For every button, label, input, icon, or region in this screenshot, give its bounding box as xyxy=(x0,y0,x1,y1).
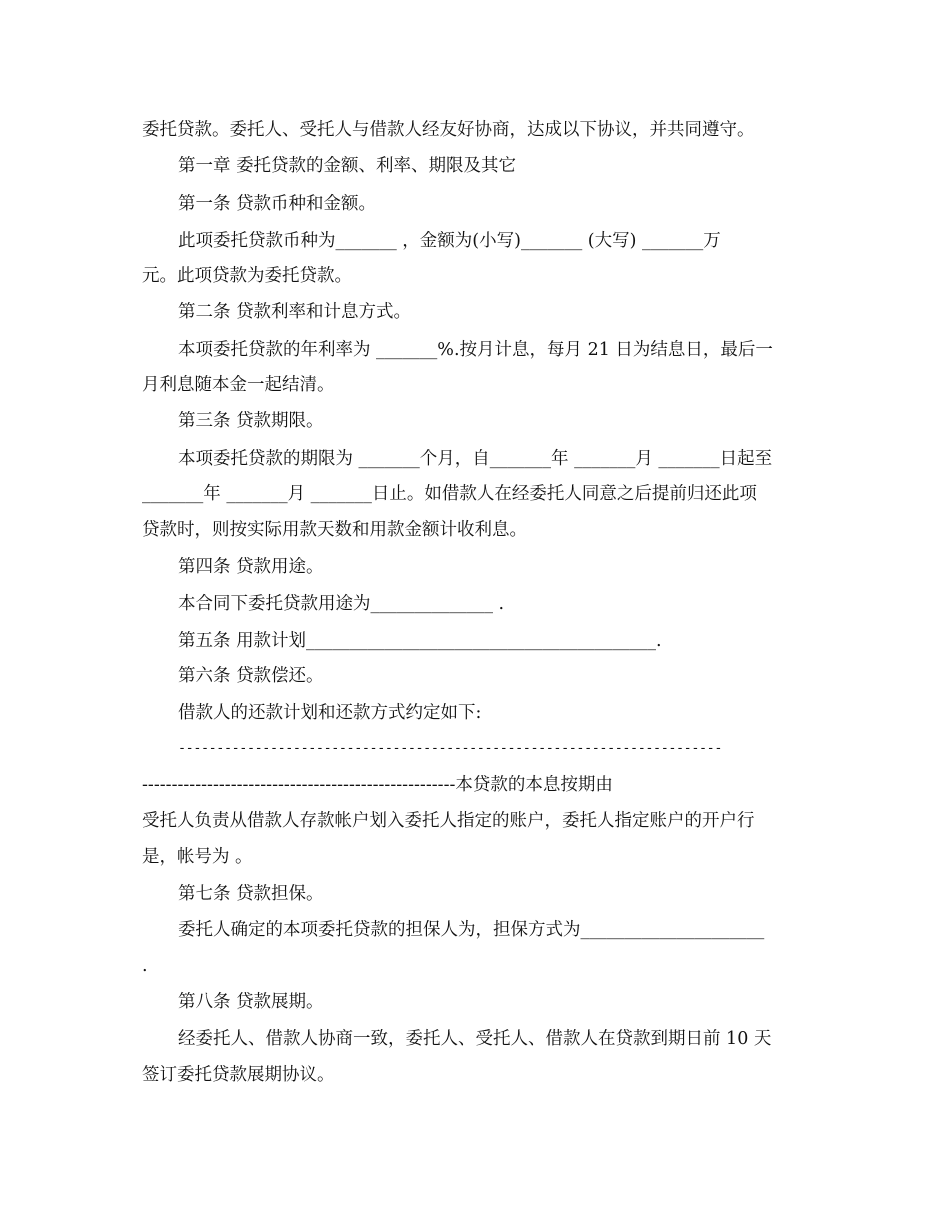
paragraph-line: 委托人确定的本项委托贷款的担保人为，担保方式为_____________________ xyxy=(178,920,765,940)
article-heading: 第八条 贷款展期。 xyxy=(178,992,324,1012)
paragraph-line: 本合同下委托贷款用途为______________ . xyxy=(178,594,505,614)
paragraph-line: 经委托人、借款人协商一致，委托人、受托人、借款人在贷款到期日前 10 天 xyxy=(178,1029,772,1049)
paragraph-line: 签订委托贷款展期协议。 xyxy=(142,1065,335,1085)
article-heading: 第七条 贷款担保。 xyxy=(178,884,324,904)
article-heading: 第五条 用款计划________________________________________. xyxy=(178,631,662,651)
paragraph-line: 元。此项贷款为委托贷款。 xyxy=(142,266,352,286)
article-heading: 第三条 贷款期限。 xyxy=(178,411,324,431)
article-heading: 第一条 贷款币种和金额。 xyxy=(178,194,377,214)
paragraph-line: 贷款时，则按实际用款天数和用款金额计收利息。 xyxy=(142,520,527,540)
paragraph-line: 月利息随本金一起结清。 xyxy=(142,375,335,395)
paragraph-line: 本项委托贷款的期限为 _______个月，自_______年 _______月 _______日起至 xyxy=(178,449,773,469)
paragraph-line: 本项委托贷款的年利率为 _______%.按月计息，每月 21 日为结息日，最后一 xyxy=(178,340,773,360)
article-heading: 第二条 贷款利率和计息方式。 xyxy=(178,302,412,322)
dashed-rule: ----------------------------------------------------------------------- xyxy=(178,741,722,756)
paragraph-line: -----------------------------------------------------本贷款的本息按期由 xyxy=(142,775,613,795)
paragraph-line: 受托人负责从借款人存款帐户划入委托人指定的账户，委托人指定账户的开户行 xyxy=(142,811,755,831)
article-heading: 第六条 贷款偿还。 xyxy=(178,666,324,686)
paragraph-line: 委托贷款。委托人、受托人与借款人经友好协商，达成以下协议，并共同遵守。 xyxy=(142,120,755,140)
paragraph-line: . xyxy=(142,956,148,976)
paragraph-line: _______年 _______月 _______日止。如借款人在经委托人同意之后提前归还此项 xyxy=(142,484,757,504)
paragraph-line: 借款人的还款计划和还款方式约定如下: xyxy=(178,703,482,723)
paragraph-line: 是，帐号为 。 xyxy=(142,847,253,867)
chapter-heading: 第一章 委托贷款的金额、利率、期限及其它 xyxy=(178,156,517,176)
article-heading: 第四条 贷款用途。 xyxy=(178,557,324,577)
paragraph-line: 此项委托贷款币种为_______ ，金额为(小写)_______ (大写) _______万 xyxy=(178,231,721,251)
